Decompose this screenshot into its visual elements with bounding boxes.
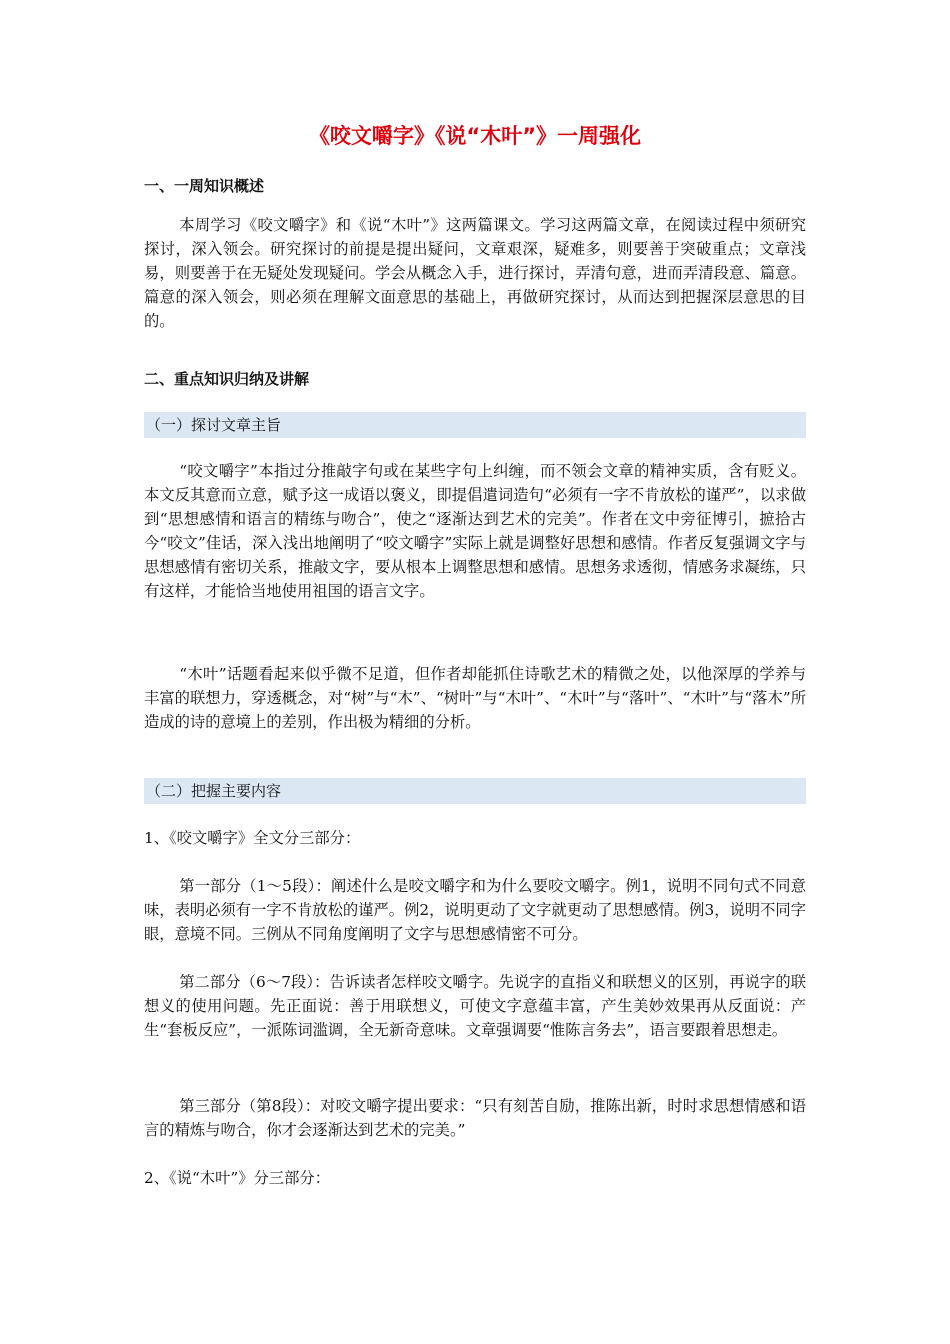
content-item-2: 2、《说“木叶”》分三部分： [144,1169,330,1187]
section-heading-overview: 一、一周知识概述 [144,177,265,195]
content-part-3: 第三部分（第8段）：对咬文嚼字提出要求：“只有刻苦自励，推陈出新，时时求思想情感和语言的精炼与吻合，你才会逐渐达到艺术的完美。” [144,1097,806,1139]
document-title: 《咬文嚼字》《说“木叶”》一周强化 [308,124,642,148]
subsection-band-content: （二）把握主要内容 [144,778,806,804]
subsection-band-theme: （一）探讨文章主旨 [144,412,806,438]
section-heading-key-points: 二、重点知识归纳及讲解 [144,370,310,388]
content-part-1: 第一部分（1～5段）：阐述什么是咬文嚼字和为什么要咬文嚼字。例1，说明不同句式不同意味，表明必须有一字不肯放松的谨严。例2，说明更动了文字就更动了思想感情。例3，说明不同字眼，意境不同。三例从不同角度阐明了文字与思想感情密不可分。 [144,877,806,943]
overview-paragraph: 本周学习《咬文嚼字》和《说“木叶”》这两篇课文。学习这两篇文章，在阅读过程中须研究探讨，深入领会。研究探讨的前提是提出疑问，文章艰深，疑难多，则要善于突破重点；文章浅易，则要善于在无疑处发现疑问。学会从概念入手，进行探讨，弄清句意，进而弄清段意、篇意。篇意的深入领会，则必须在理解文面意思的基础上，再做研究探讨，从而达到把握深层意思的目的。 [144,216,806,330]
content-part-2: 第二部分（6～7段）：告诉读者怎样咬文嚼字。先说字的直指义和联想义的区别，再说字的联想义的使用问题。先正面说：善于用联想义，可使文字意蕴丰富，产生美妙效果再从反面说：产生“套板反应”，一派陈词滥调，全无新奇意味。文章强调要“惟陈言务去”，语言要跟着思想走。 [144,973,806,1039]
theme-paragraph-2: “木叶”话题看起来似乎微不足道，但作者却能抓住诗歌艺术的精微之处，以他深厚的学养与丰富的联想力，穿透概念，对“树”与“木”、“树叶”与“木叶”、“木叶”与“落叶”、“木叶”与“落木”所造成的诗的意境上的差别，作出极为精细的分析。 [144,665,806,731]
theme-paragraph-1: “咬文嚼字”本指过分推敲字句或在某些字句上纠缠，而不领会文章的精神实质，含有贬义。本文反其意而立意，赋予这一成语以褒义，即提倡遣词造句“必须有一字不肯放松的谨严”，以求做到“思想感情和语言的精练与吻合”，使之“逐渐达到艺术的完美”。作者在文中旁征博引，摭拾古今“咬文”佳话，深入浅出地阐明了“咬文嚼字”实际上就是调整好思想和感情。作者反复强调文字与思想感情有密切关系，推敲文字，要从根本上调整思想和感情。思想务求透彻，情感务求凝练，只有这样，才能恰当地使用祖国的语言文字。 [144,462,806,600]
content-item-1: 1、《咬文嚼字》全文分三部分： [144,829,361,847]
